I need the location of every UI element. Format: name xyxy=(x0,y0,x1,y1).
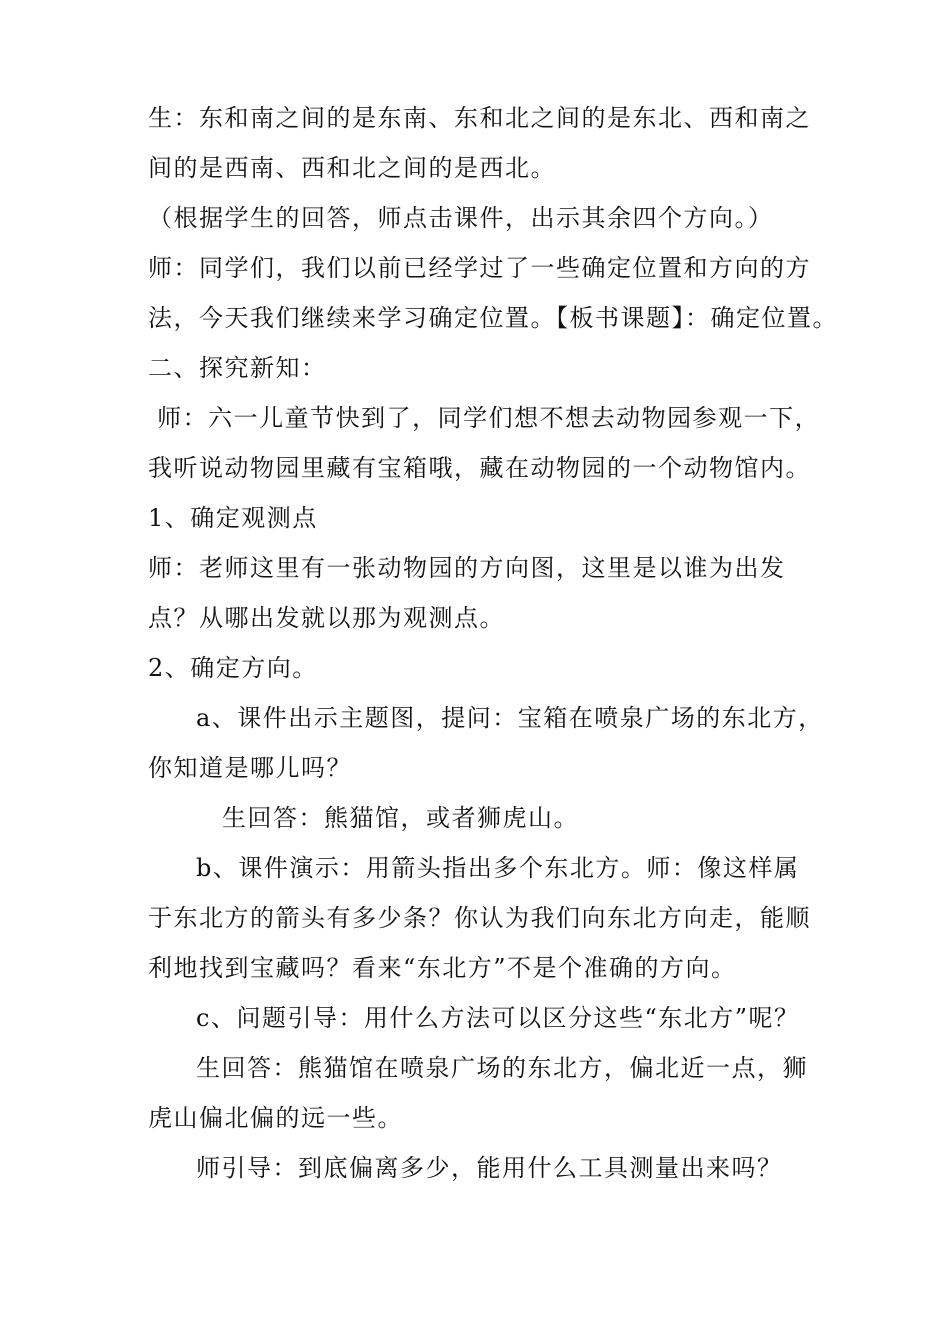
text-line-4: 师：同学们，我们以前已经学过了一些确定位置和方向的方 xyxy=(148,254,811,282)
text-line-18: 利地找到宝藏吗？看来“东北方”不是个准确的方向。 xyxy=(148,954,737,982)
subheading-direction: 2、确定方向。 xyxy=(148,654,318,682)
section-heading-explore: 二、探究新知： xyxy=(148,354,327,382)
text-line-15: 生回答：熊猫馆，或者狮虎山。 xyxy=(222,804,579,832)
text-line-5: 法，今天我们继续来学习确定位置。【板书课题】：确定位置。 xyxy=(148,304,838,332)
text-line-21: 虎山偏北偏的远一些。 xyxy=(148,1104,403,1132)
text-line-10: 师：老师这里有一张动物园的方向图，这里是以谁为出发 xyxy=(148,554,786,582)
text-line-2: 间的是西南、西和北之间的是西北。 xyxy=(148,154,556,182)
text-line-20: 生回答：熊猫馆在喷泉广场的东北方，偏北近一点，狮 xyxy=(196,1054,808,1082)
subheading-observation-point: 1、确定观测点 xyxy=(148,504,318,532)
text-line-17: 于东北方的箭头有多少条？你认为我们向东北方向走，能顺 xyxy=(148,904,811,932)
text-line-16: b、课件演示：用箭头指出多个东北方。师：像这样属 xyxy=(196,854,800,882)
text-line-7: 师：六一儿童节快到了，同学们想不想去动物园参观一下， xyxy=(148,404,821,432)
text-line-1: 生：东和南之间的是东南、东和北之间的是东北、西和南之 xyxy=(148,104,811,132)
text-line-13: a、课件出示主题图，提问：宝箱在喷泉广场的东北方， xyxy=(196,704,824,732)
text-line-8: 我听说动物园里藏有宝箱哦，藏在动物园的一个动物馆内。 xyxy=(148,454,811,482)
text-line-14: 你知道是哪儿吗？ xyxy=(148,754,352,782)
text-line-19: c、问题引导：用什么方法可以区分这些“东北方”呢？ xyxy=(196,1004,800,1032)
text-line-22: 师引导：到底偏离多少，能用什么工具测量出来吗？ xyxy=(196,1154,783,1182)
text-line-3: （根据学生的回答，师点击课件，出示其余四个方向。） xyxy=(148,204,774,232)
text-line-11: 点？从哪出发就以那为观测点。 xyxy=(148,604,505,632)
